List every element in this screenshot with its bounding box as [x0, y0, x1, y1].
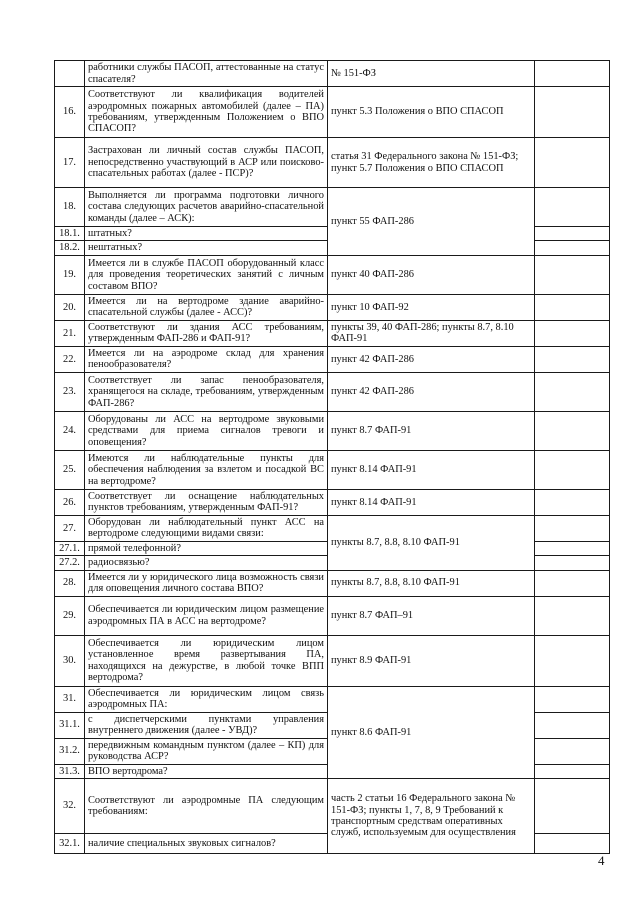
check-cell [535, 712, 610, 738]
check-cell [535, 834, 610, 854]
question-text: Застрахован ли личный состав службы ПАСОП, непосредственно участвующий в АСР или поисково-спасательных работах (далее - ПСР)? [85, 138, 328, 188]
question-text: Выполняется ли программа подготовки личного состава следующих расчетов аварийно-спасательной команды (далее – АСК): [85, 188, 328, 227]
legal-reference: пункт 40 ФАП-286 [328, 255, 535, 294]
legal-reference: пункты 8.7, 8.8, 8.10 ФАП-91 [328, 570, 535, 596]
question-text: Соответствует ли запас пенообразователя, хранящегося на складе, требованиям, утвержденным ФАП-286? [85, 372, 328, 411]
item-number: 27.2. [55, 556, 85, 570]
table-row [55, 596, 610, 635]
question-text: Оборудован ли наблюдательный пункт АСС на вертодроме следующими видами связи: [85, 515, 328, 541]
legal-reference: статья 31 Федерального закона № 151-ФЗ; пункт 5.7 Положения о ВПО СПАСОП [328, 138, 535, 188]
item-number: 31.3. [55, 764, 85, 778]
question-text: Имеется ли на аэродроме склад для хранения пенообразователя? [85, 346, 328, 372]
item-number: 32.1. [55, 834, 85, 854]
table-row [55, 61, 610, 87]
check-cell [535, 764, 610, 778]
table-row [55, 686, 610, 712]
check-cell [535, 686, 610, 712]
check-cell [535, 570, 610, 596]
question-text: ВПО вертодрома? [85, 764, 328, 778]
legal-reference: пункт 55 ФАП-286 [328, 188, 535, 256]
item-number: 18.2. [55, 241, 85, 255]
check-cell [535, 556, 610, 570]
question-text: работники службы ПАСОП, аттестованные на статус спасателя? [85, 61, 328, 87]
table-row [55, 779, 610, 834]
question-text: Обеспечивается ли юридическим лицом связь аэродромных ПА: [85, 686, 328, 712]
table-body [55, 61, 610, 854]
question-text: наличие специальных звуковых сигналов? [85, 834, 328, 854]
check-cell [535, 372, 610, 411]
check-cell [535, 489, 610, 515]
table-row [55, 188, 610, 227]
question-text: Имеется ли у юридического лица возможность связи для оповещения личного состава ВПО? [85, 570, 328, 596]
legal-reference: пункт 8.6 ФАП-91 [328, 686, 535, 778]
check-cell [535, 738, 610, 764]
check-cell [535, 241, 610, 255]
table-row [55, 570, 610, 596]
item-number: 31. [55, 686, 85, 712]
item-number: 22. [55, 346, 85, 372]
question-text: радиосвязью? [85, 556, 328, 570]
item-number: 31.1. [55, 712, 85, 738]
question-text: Обеспечивается ли юридическим лицом установленное время развертывания ПА, находящихся на дежурстве, в любой точке ВПП вертодрома? [85, 635, 328, 686]
item-number: 27.1. [55, 541, 85, 555]
item-number: 30. [55, 635, 85, 686]
item-number: 26. [55, 489, 85, 515]
table-row [55, 320, 610, 346]
check-cell [535, 515, 610, 541]
item-number: 29. [55, 596, 85, 635]
item-number: 23. [55, 372, 85, 411]
page-number: 4 [598, 853, 605, 868]
item-number [55, 61, 85, 87]
item-number: 18. [55, 188, 85, 227]
legal-reference: пункт 8.7 ФАП-91 [328, 411, 535, 450]
item-number: 20. [55, 294, 85, 320]
question-text: прямой телефонной? [85, 541, 328, 555]
table-row [55, 635, 610, 686]
legal-reference: пункт 8.9 ФАП-91 [328, 635, 535, 686]
question-text: Имеется ли на вертодроме здание аварийно-спасательной службы (далее - АСС)? [85, 294, 328, 320]
item-number: 25. [55, 450, 85, 489]
check-cell [535, 635, 610, 686]
table-row [55, 515, 610, 541]
legal-reference: пункт 10 ФАП-92 [328, 294, 535, 320]
check-cell [535, 188, 610, 227]
table-row [55, 294, 610, 320]
question-text: Соответствуют ли здания АСС требованиям, утвержденным ФАП-286 и ФАП-91? [85, 320, 328, 346]
check-cell [535, 346, 610, 372]
legal-reference: пункт 42 ФАП-286 [328, 372, 535, 411]
item-number: 17. [55, 138, 85, 188]
item-number: 28. [55, 570, 85, 596]
question-text: с диспетчерскими пунктами управления внутреннего движения (далее - УВД)? [85, 712, 328, 738]
question-text: нештатных? [85, 241, 328, 255]
item-number: 21. [55, 320, 85, 346]
question-text: Соответствует ли оснащение наблюдательных пунктов требованиям, утвержденным ФАП-91? [85, 489, 328, 515]
table-row [55, 346, 610, 372]
check-cell [535, 227, 610, 241]
question-text: Имеются ли наблюдательные пункты для обеспечения наблюдения за взлетом и посадкой ВС на вертодроме? [85, 450, 328, 489]
check-cell [535, 255, 610, 294]
table-row [55, 87, 610, 138]
check-cell [535, 596, 610, 635]
legal-reference: пункты 39, 40 ФАП-286; пункты 8.7, 8.10 ФАП-91 [328, 320, 535, 346]
item-number: 19. [55, 255, 85, 294]
legal-reference: пункт 8.7 ФАП–91 [328, 596, 535, 635]
item-number: 18.1. [55, 227, 85, 241]
check-cell [535, 87, 610, 138]
check-cell [535, 294, 610, 320]
table-row [55, 411, 610, 450]
table-row [55, 372, 610, 411]
check-cell [535, 411, 610, 450]
item-number: 16. [55, 87, 85, 138]
question-text: Обеспечивается ли юридическим лицом размещение аэродромных ПА в АСС на вертодроме? [85, 596, 328, 635]
question-text: Соответствуют ли квалификация водителей аэродромных пожарных автомобилей (далее – ПА) требованиям, утвержденным Положением о ВПО СПАСОП? [85, 87, 328, 138]
requirements-table [54, 60, 610, 854]
item-number: 24. [55, 411, 85, 450]
legal-reference: пункт 8.14 ФАП-91 [328, 450, 535, 489]
check-cell [535, 779, 610, 834]
question-text: Соответствуют ли аэродромные ПА следующим требованиям: [85, 779, 328, 834]
legal-reference: пункт 5.3 Положения о ВПО СПАСОП [328, 87, 535, 138]
table-row [55, 255, 610, 294]
item-number: 32. [55, 779, 85, 834]
legal-reference: № 151-ФЗ [328, 61, 535, 87]
legal-reference: пункт 42 ФАП-286 [328, 346, 535, 372]
legal-reference: часть 2 статьи 16 Федерального закона № 151-ФЗ; пункты 1, 7, 8, 9 Требований к транспортным средствам оперативных служб, используемым для осуществления [328, 779, 535, 854]
table-row [55, 489, 610, 515]
item-number: 27. [55, 515, 85, 541]
table-row [55, 138, 610, 188]
check-cell [535, 320, 610, 346]
legal-reference: пункт 8.14 ФАП-91 [328, 489, 535, 515]
check-cell [535, 138, 610, 188]
question-text: штатных? [85, 227, 328, 241]
table-row [55, 450, 610, 489]
check-cell [535, 61, 610, 87]
question-text: Имеется ли в службе ПАСОП оборудованный класс для проведения теоретических занятий с личным составом ВПО? [85, 255, 328, 294]
check-cell [535, 450, 610, 489]
question-text: Оборудованы ли АСС на вертодроме звуковыми средствами для приема сигналов тревоги и оповещения? [85, 411, 328, 450]
check-cell [535, 541, 610, 555]
item-number: 31.2. [55, 738, 85, 764]
question-text: передвижным командным пунктом (далее – КП) для руководства АСР? [85, 738, 328, 764]
legal-reference: пункты 8.7, 8.8, 8.10 ФАП-91 [328, 515, 535, 570]
